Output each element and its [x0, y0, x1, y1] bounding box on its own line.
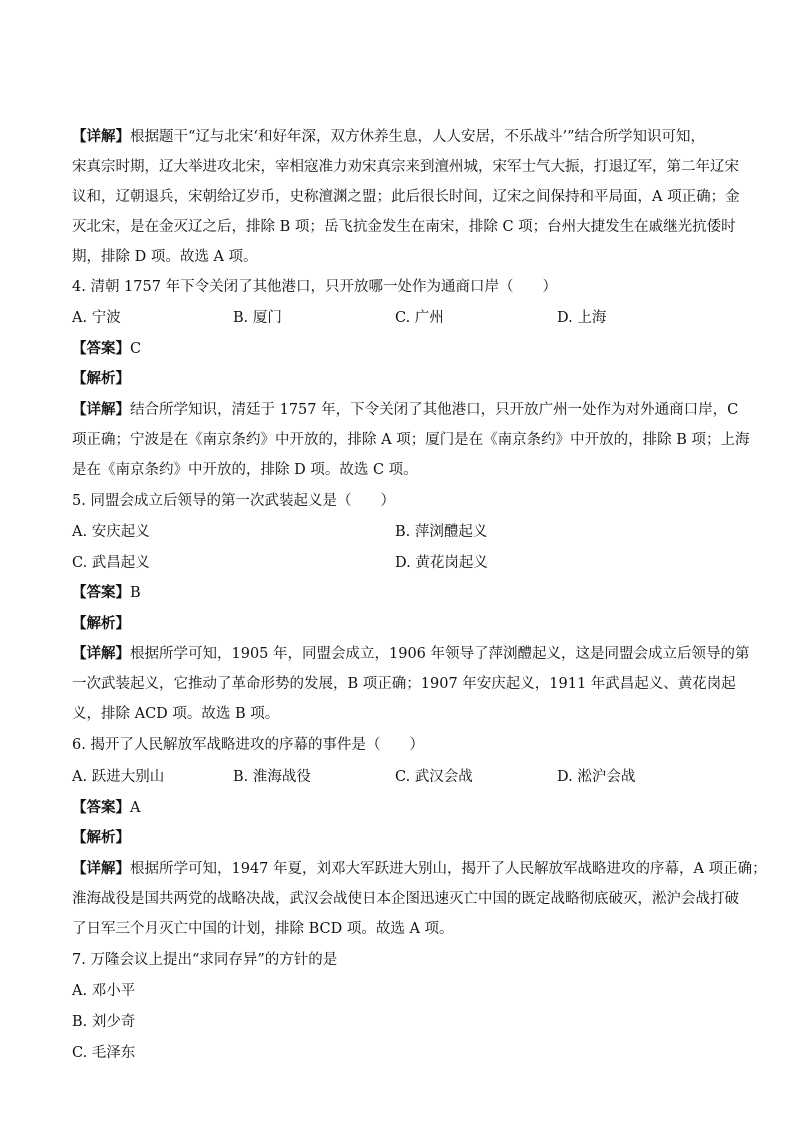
- q5-option-c: C. 武昌起义: [72, 555, 150, 571]
- q5-answer-line: [72, 583, 722, 603]
- q4-stem: 4. 清朝 1757 年下令关闭了其他港口，只开放哪一处作为通商口岸（ ）: [72, 279, 558, 295]
- answer-label: 【答案】: [72, 799, 130, 816]
- q6-detail-line-3: 了日军三个月灭亡中国的计划，排除 BCD 项。故选 A 项。: [72, 921, 454, 937]
- q4-option-a: A. 宁波: [72, 310, 121, 326]
- q6-option-c: C. 武汉会战: [395, 769, 473, 785]
- q3-detail-line-1: [72, 127, 722, 147]
- q6-detail-line-1: [72, 859, 767, 879]
- q4-answer-line: [72, 339, 722, 359]
- q5-option-d: D. 黄花岗起义: [395, 555, 488, 571]
- q5-detail-line-3: 义，排除 ACD 项。故选 B 项。: [72, 706, 280, 722]
- q5-detail-line-1: [72, 644, 750, 664]
- q3-detail-line-3: 议和，辽朝退兵，宋朝给辽岁币，史称澶渊之盟；此后很长时间，辽宋之间保持和平局面，A 项正确；金: [72, 189, 740, 205]
- q4-detail-text-1: 结合所学知识，清廷于 1757 年，下令关闭了其他港口，只开放广州一处作为对外通商口岸，C: [130, 402, 739, 418]
- q4-detail-line-2: 项正确；宁波是在《南京条约》中开放的，排除 A 项；厦门是在《南京条约》中开放的，排除 B 项；上海: [72, 432, 750, 448]
- detail-label: 【详解】: [72, 128, 130, 145]
- answer-label: 【答案】: [72, 340, 130, 357]
- q4-option-b: B. 厦门: [233, 310, 282, 326]
- q3-detail-line-5: 期，排除 D 项。故选 A 项。: [72, 249, 258, 265]
- q6-answer: A: [130, 800, 141, 816]
- q7-option-c: C. 毛泽东: [72, 1045, 136, 1061]
- q6-option-a: A. 跃进大别山: [72, 769, 165, 785]
- q6-stem: 6. 揭开了人民解放军战略进攻的序幕的事件是（ ）: [72, 737, 424, 753]
- q6-detail-line-2: 淮海战役是国共两党的战略决战，武汉会战使日本企图迅速灭亡中国的既定战略彻底破灭，淞沪会战打破: [72, 891, 739, 907]
- q5-option-a: A. 安庆起义: [72, 524, 150, 540]
- q4-option-d: D. 上海: [557, 310, 607, 326]
- q7-option-a: A. 邓小平: [72, 983, 136, 999]
- q5-answer: B: [130, 585, 141, 601]
- q3-detail-line-2: 宋真宗时期，辽大举进攻北宋，宰相寇准力劝宋真宗来到澶州城，宋军士气大振，打退辽军，第二年辽宋: [72, 159, 739, 175]
- q5-stem: 5. 同盟会成立后领导的第一次武装起义是（ ）: [72, 493, 395, 509]
- q6-answer-line: [72, 798, 722, 818]
- q5-detail-text-1: 根据所学可知，1905 年，同盟会成立，1906 年领导了萍浏醴起义，这是同盟会成立后领导的第: [130, 646, 750, 662]
- q7-stem: 7. 万隆会议上提出“求同存异”的方针的是: [72, 952, 338, 968]
- detail-label: 【详解】: [72, 645, 130, 662]
- q5-detail-line-2: 一次武装起义，它推动了革命形势的发展，B 项正确；1907 年安庆起义，1911 年武昌起义、黄花岗起: [72, 676, 736, 692]
- q3-detail-line-4: 灭北宋，是在金灭辽之后，排除 B 项；岳飞抗金发生在南宋，排除 C 项；台州大捷发生在戚继光抗倭时: [72, 219, 736, 235]
- answer-label: 【答案】: [72, 584, 130, 601]
- q6-analysis-label: 【解析】: [72, 829, 130, 846]
- detail-label: 【详解】: [72, 401, 130, 418]
- q3-detail-text-1: 根据题干“辽与北宋‘和好年深，双方休养生息，人人安居，不乐战斗’”结合所学知识可知，: [130, 129, 706, 145]
- q7-option-b: B. 刘少奇: [72, 1014, 136, 1030]
- q5-option-b: B. 萍浏醴起义: [395, 524, 488, 540]
- q4-option-c: C. 广州: [395, 310, 444, 326]
- q4-detail-line-3: 是在《南京条约》中开放的，排除 D 项。故选 C 项。: [72, 462, 418, 478]
- q4-detail-line-1: [72, 400, 739, 420]
- q5-analysis-label: 【解析】: [72, 615, 130, 632]
- q6-option-d: D. 淞沪会战: [557, 769, 636, 785]
- q4-analysis-label: 【解析】: [72, 370, 130, 387]
- q6-detail-text-1: 根据所学可知，1947 年夏，刘邓大军跃进大别山，揭开了人民解放军战略进攻的序幕，A 项正确；: [130, 861, 767, 877]
- q4-answer: C: [130, 341, 142, 357]
- q6-option-b: B. 淮海战役: [233, 769, 311, 785]
- detail-label: 【详解】: [72, 860, 130, 877]
